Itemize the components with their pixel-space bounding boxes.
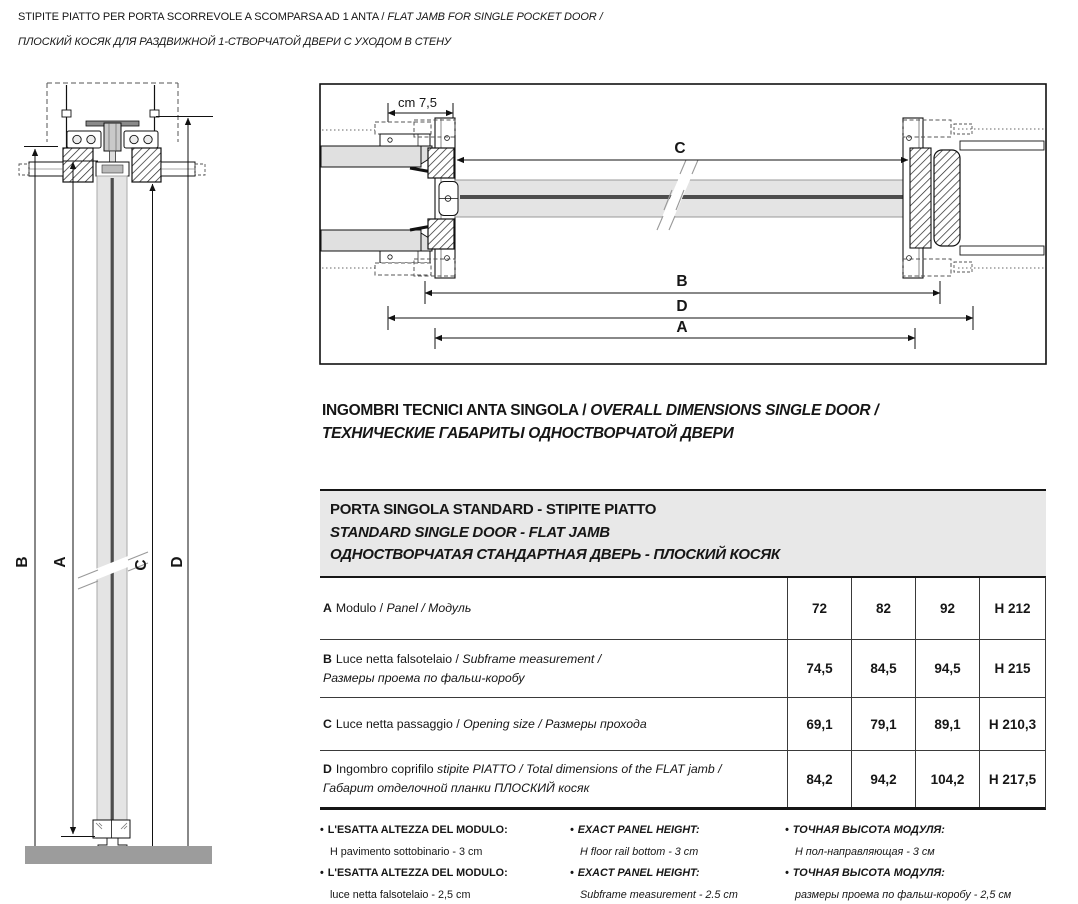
wall-profile-bottom (321, 230, 421, 251)
jamb-hatch-right (132, 148, 161, 182)
row-label: B Luce netta falsotelaio / Subframe measurement / Размеры проема по фальш-коробу (323, 651, 602, 685)
dim-label-a-plan: A (676, 319, 688, 336)
page-title-line1 (18, 5, 603, 30)
value-cell: 72 (787, 578, 851, 639)
track-profile-right (124, 131, 158, 148)
dim-label-b-plan: B (676, 273, 688, 290)
plan-view-drawing (318, 82, 1050, 368)
dim-label-d-plan: D (676, 298, 688, 315)
section-title-it: INGOMBRI TECNICI ANTA SINGOLA / (322, 402, 591, 419)
bullet-icon: • (785, 824, 789, 836)
door-panel-core-plan (460, 195, 912, 199)
dimensions-table (320, 576, 1046, 810)
footnotes (320, 820, 1060, 904)
row-label: D Ingombro coprifilo stipite PIATTO / Total dimensions of the FLAT jamb / Габарит отделочной планки ПЛОСКИЙ косяк (323, 762, 722, 795)
value-cell: 84,2 (787, 751, 851, 807)
cm-dim-label: cm 7,5 (398, 95, 438, 110)
section-title (322, 400, 878, 445)
title-it: STIPITE PIATTO PER PORTA SCORREVOLE A SCOMPARSA AD 1 ANTA / (18, 11, 388, 23)
table-header-band (320, 489, 1046, 576)
bullet-icon: • (570, 867, 574, 879)
section-title-en: OVERALL DIMENSIONS SINGLE DOOR / (590, 402, 879, 419)
page-title-line2 (18, 30, 603, 55)
dim-label-d: D (169, 556, 186, 568)
value-cell: 94,5 (915, 640, 979, 697)
bullet-icon: • (570, 824, 574, 836)
dim-label-c-plan: C (674, 140, 686, 157)
row-label: C Luce netta passaggio / Opening size / Размеры прохода (323, 716, 647, 731)
door-panel-core (111, 178, 114, 821)
height-cell: H 212 (979, 578, 1045, 639)
value-cell: 92 (915, 578, 979, 639)
page-title (18, 5, 603, 55)
jamb-hatch-top (428, 148, 454, 178)
section-title-ru: ТЕХНИЧЕСКИЕ ГАБАРИТЫ ОДНОСТВОРЧАТОЙ ДВЕРИ (322, 424, 734, 442)
dim-label-a: A (52, 556, 69, 568)
table-row-b (320, 640, 1045, 698)
footnotes-it: • L'ESATTA ALTEZZA DEL MODULO: H pavimento sottobinario - 3 cm • L'ESATTA ALTEZZA DEL MODULO: luce netta falsotelaio - 2,5 cm (320, 824, 508, 901)
floor (25, 846, 212, 864)
value-cell: 94,2 (851, 751, 915, 807)
band-line-ru: ОДНОСТВОРЧАТАЯ СТАНДАРТНАЯ ДВЕРЬ - ПЛОСКИЙ КОСЯК (330, 546, 780, 563)
title-ru: ПЛОСКИЙ КОСЯК ДЛЯ РАЗДВИЖНОЙ 1-СТВОРЧАТОЙ ДВЕРИ С УХОДОМ В СТЕНУ (18, 36, 451, 48)
dim-label-b: B (14, 556, 31, 568)
value-cell: 104,2 (915, 751, 979, 807)
carriage (104, 123, 121, 151)
height-cell: H 215 (979, 640, 1045, 697)
title-en: FLAT JAMB FOR SINGLE POCKET DOOR / (387, 11, 603, 23)
bullet-icon: • (320, 867, 324, 879)
bullet-icon: • (785, 867, 789, 879)
vertical-section-drawing (0, 72, 225, 872)
band-line-it: PORTA SINGOLA STANDARD - STIPITE PIATTO (330, 501, 657, 518)
bullet-icon: • (320, 824, 324, 836)
value-cell: 82 (851, 578, 915, 639)
table-row-d (320, 751, 1045, 807)
value-cell: 69,1 (787, 698, 851, 750)
closing-jamb-hatch-1 (910, 148, 931, 248)
footnotes-ru: • ТОЧНАЯ ВЫСОТА МОДУЛЯ: Н пол-направляющая - 3 см • ТОЧНАЯ ВЫСОТА МОДУЛЯ: размеры проема по фальш-коробу - 2,5 см (785, 824, 1012, 901)
wall-profile-top (321, 146, 421, 167)
table-row-c (320, 698, 1045, 751)
footnotes-en: • EXACT PANEL HEIGHT: H floor rail bottom - 3 cm • EXACT PANEL HEIGHT: Subframe measurement - 2.5 cm (570, 824, 738, 901)
jamb-hatch-bottom (428, 219, 454, 249)
dim-label-c: C (133, 559, 150, 571)
value-cell: 89,1 (915, 698, 979, 750)
band-line-en: STANDARD SINGLE DOOR - FLAT JAMB (330, 523, 610, 541)
row-label: A Modulo / Panel / Модуль (323, 601, 472, 615)
table-row-a (320, 578, 1045, 640)
track-profile-left (67, 131, 101, 148)
value-cell: 79,1 (851, 698, 915, 750)
height-cell: H 217,5 (979, 751, 1045, 807)
value-cell: 84,5 (851, 640, 915, 697)
value-cell: 74,5 (787, 640, 851, 697)
height-cell: H 210,3 (979, 698, 1045, 750)
closing-jamb-hatch-2 (934, 150, 960, 246)
jamb-hatch-left (63, 148, 93, 182)
